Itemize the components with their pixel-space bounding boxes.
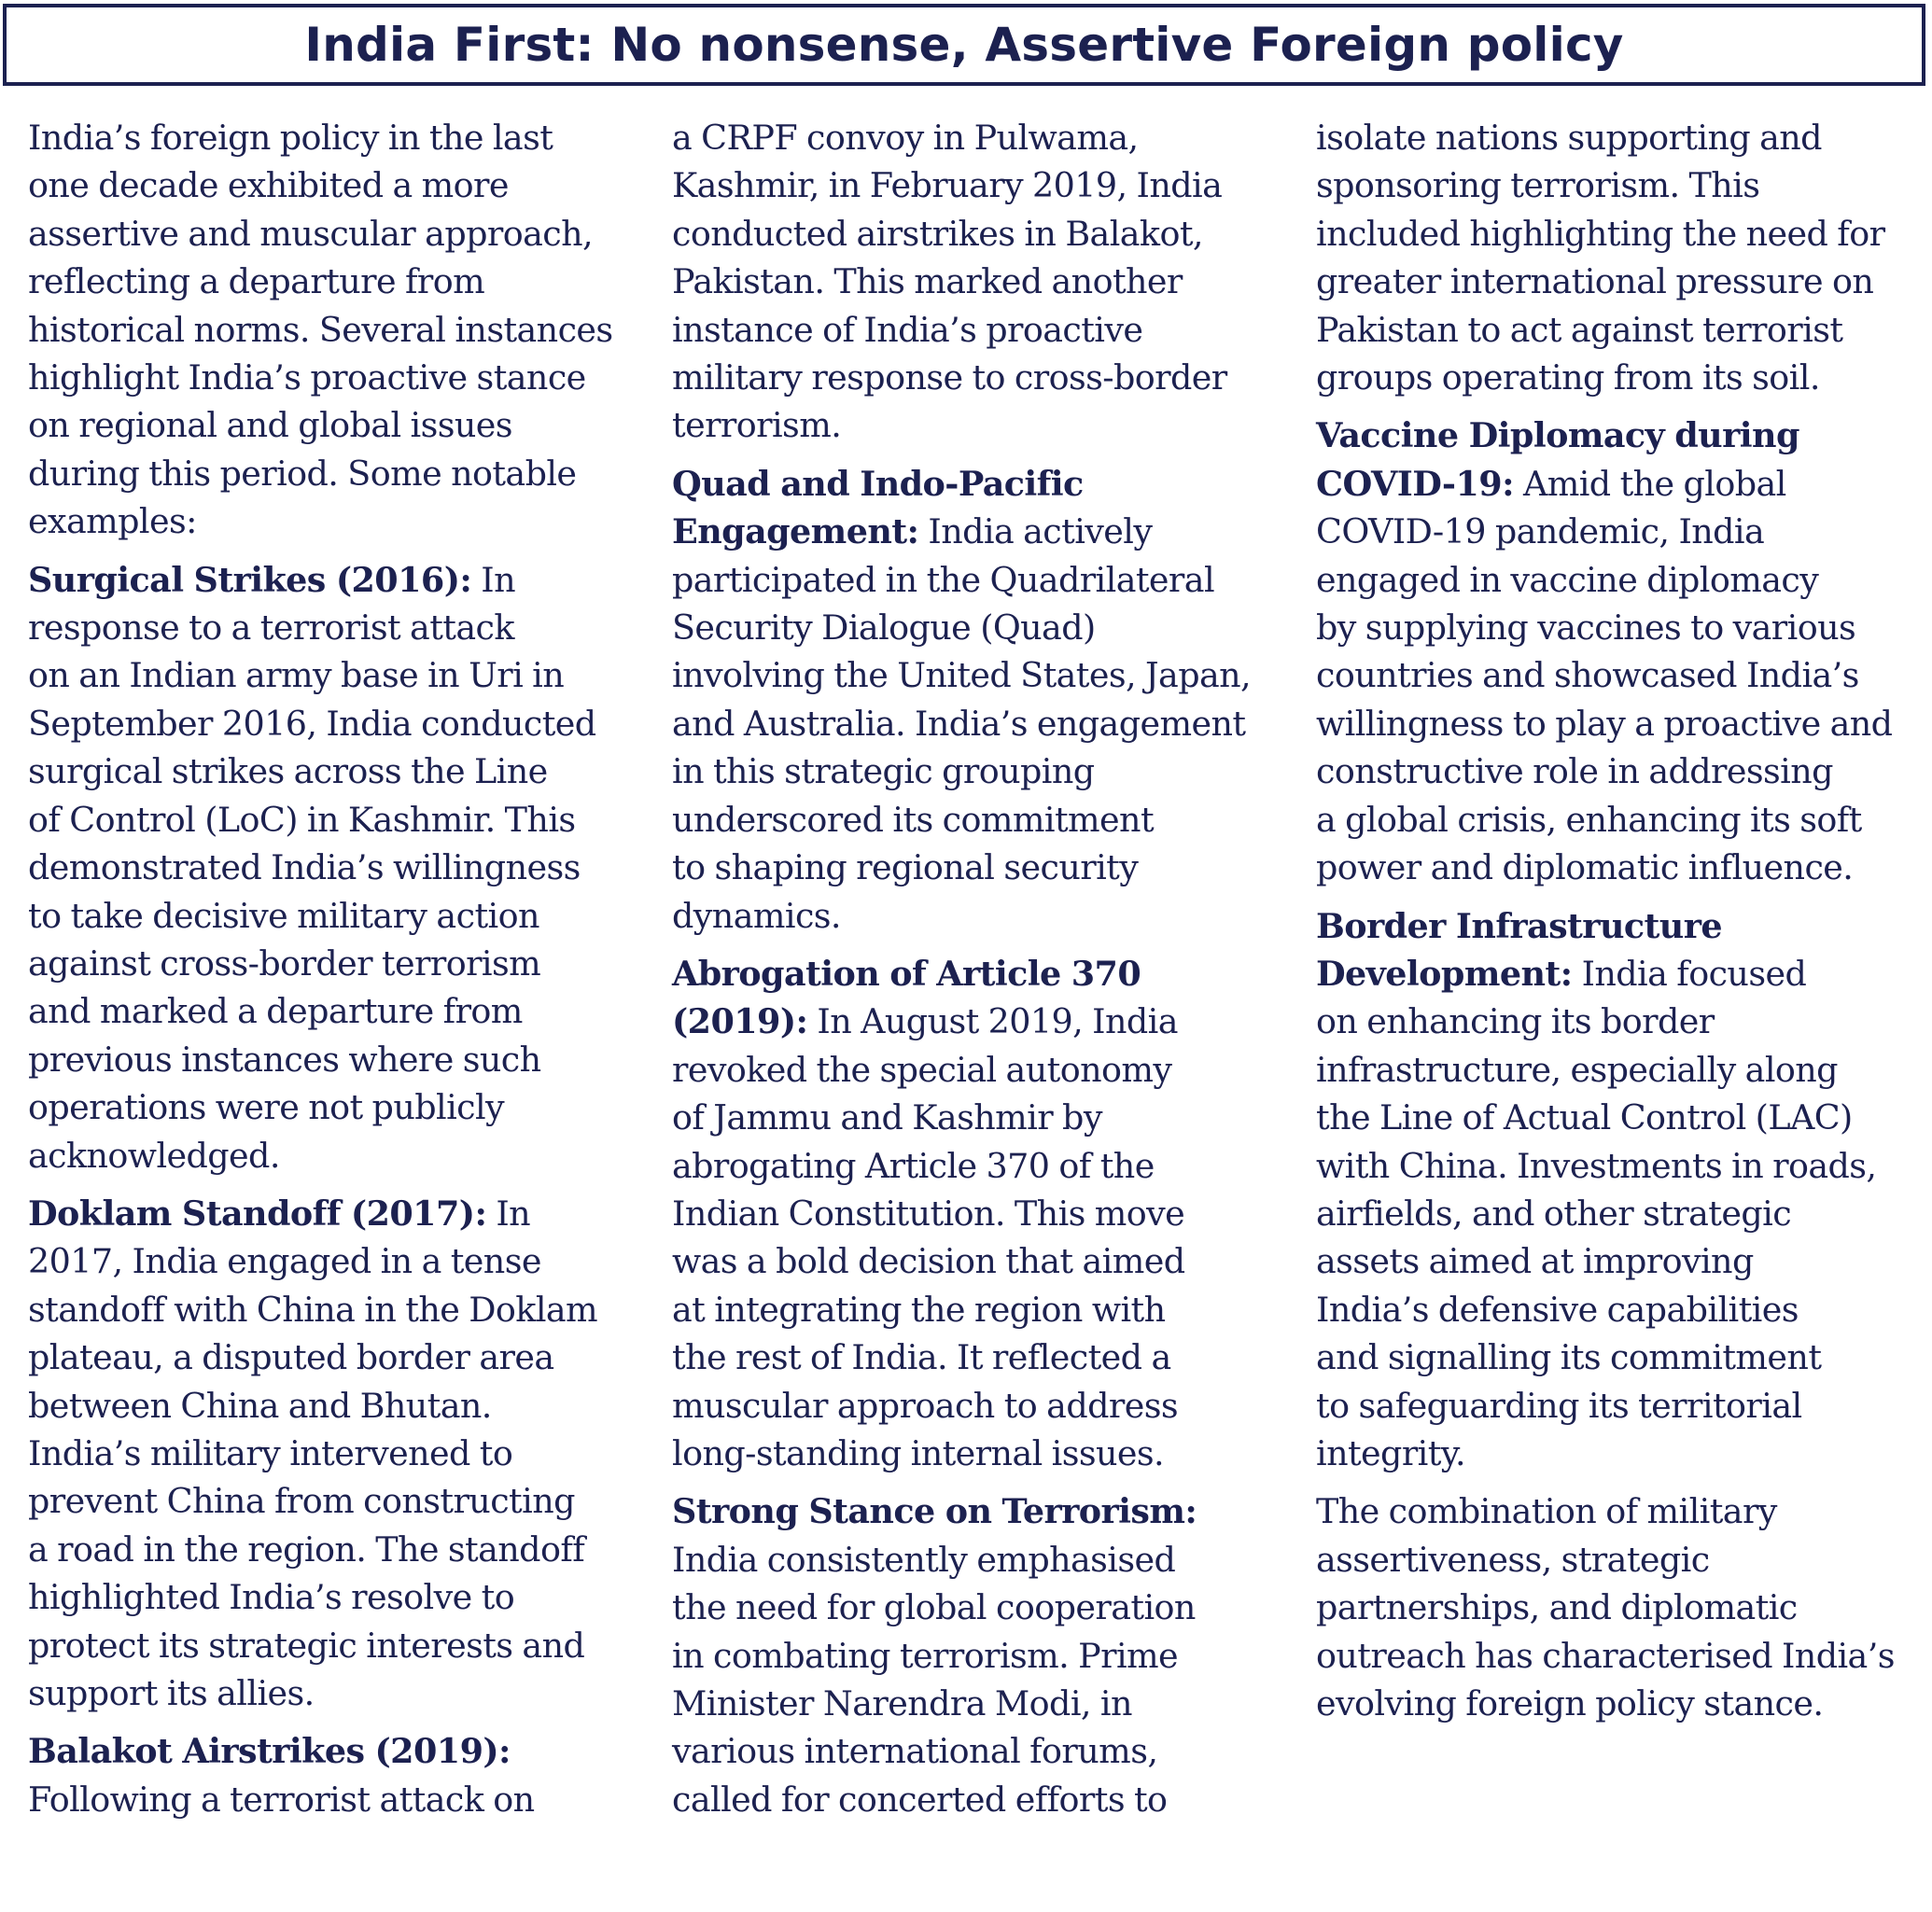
- text-line: power and diplomatic influence.: [1316, 847, 1854, 888]
- text-line: on an Indian army base in Uri in: [28, 655, 565, 696]
- text-line: COVID-19 pandemic, India: [1316, 511, 1765, 552]
- column-2: [672, 114, 1279, 1834]
- section-heading: Strong Stance on Terrorism:: [672, 1491, 1197, 1532]
- text-line: greater international pressure on: [1316, 261, 1874, 302]
- text-line: constructive role in addressing: [1316, 751, 1833, 792]
- text-line: [672, 950, 1279, 998]
- text-line: and signalling its commitment: [1316, 1337, 1822, 1378]
- text-line: on enhancing its border: [1316, 1001, 1715, 1042]
- text-line: evolving foreign policy stance.: [1316, 1683, 1824, 1724]
- text-line: reflecting a departure from: [28, 261, 485, 302]
- text-line: airfields, and other strategic: [1316, 1193, 1792, 1234]
- paragraph: [1316, 902, 1923, 1478]
- paragraph: [672, 1487, 1279, 1823]
- text-line: muscular approach to address: [672, 1385, 1178, 1426]
- section-heading: Doklam Standoff (2017):: [28, 1193, 487, 1234]
- section-heading: Surgical Strikes (2016):: [28, 559, 472, 600]
- text-line: one decade exhibited a more: [28, 165, 509, 206]
- text-line: [28, 1727, 635, 1775]
- body-text: India focused: [1572, 953, 1807, 994]
- body-text: In August 2019, India: [807, 1001, 1178, 1042]
- text-line: India’s foreign policy in the last: [28, 118, 553, 158]
- text-line: in combating terrorism. Prime: [672, 1635, 1179, 1676]
- text-line: included highlighting the need for: [1316, 213, 1885, 254]
- section-heading: Vaccine Diplomacy during: [1316, 415, 1799, 456]
- text-line: [28, 1190, 635, 1237]
- text-line: countries and showcased India’s: [1316, 655, 1859, 696]
- section-heading: Development:: [1316, 953, 1573, 994]
- text-line: [1316, 902, 1923, 950]
- text-line: a global crisis, enhancing its soft: [1316, 799, 1862, 840]
- body-text: In: [486, 1193, 531, 1234]
- column-1: [28, 114, 635, 1834]
- text-line: against cross-border terrorism: [28, 942, 541, 984]
- text-line: Indian Constitution. This move: [672, 1193, 1185, 1234]
- text-line: assertive and muscular approach,: [28, 213, 593, 254]
- text-line: the Line of Actual Control (LAC): [1316, 1097, 1853, 1138]
- text-line: The combination of military: [1316, 1491, 1777, 1532]
- text-line: infrastructure, especially along: [1316, 1049, 1838, 1090]
- text-line: and marked a departure from: [28, 991, 523, 1032]
- text-line: a road in the region. The standoff: [28, 1528, 585, 1570]
- text-line: the rest of India. It reflected a: [672, 1337, 1171, 1378]
- text-line: highlight India’s proactive stance: [28, 357, 586, 398]
- section-heading: Balakot Airstrikes (2019):: [28, 1731, 511, 1772]
- paragraph: [672, 950, 1279, 1477]
- body-text: Amid the global: [1513, 463, 1786, 504]
- text-line: assets aimed at improving: [1316, 1241, 1754, 1282]
- text-line: participated in the Quadrilateral: [672, 559, 1215, 600]
- text-line: instance of India’s proactive: [672, 309, 1143, 350]
- text-line: to shaping regional security: [672, 847, 1139, 888]
- text-line: was a bold decision that aimed: [672, 1241, 1185, 1282]
- text-line: [1316, 460, 1923, 508]
- text-line: [28, 556, 635, 604]
- text-line: highlighted India’s resolve to: [28, 1577, 515, 1618]
- text-line: terrorism.: [672, 405, 842, 446]
- text-line: by supplying vaccines to various: [1316, 607, 1856, 649]
- section-heading: COVID-19:: [1316, 463, 1514, 504]
- paragraph: [672, 460, 1279, 940]
- text-line: to safeguarding its territorial: [1316, 1385, 1802, 1426]
- text-line: integrity.: [1316, 1432, 1465, 1473]
- text-line: of Jammu and Kashmir by: [672, 1097, 1102, 1138]
- paragraph: [1316, 412, 1923, 891]
- text-line: revoked the special autonomy: [672, 1049, 1172, 1090]
- text-line: [672, 998, 1279, 1045]
- paragraph: [28, 1190, 635, 1717]
- paragraph: [1316, 114, 1923, 401]
- text-line: assertiveness, strategic: [1316, 1539, 1710, 1580]
- text-line: prevent China from constructing: [28, 1481, 575, 1522]
- title-box: [3, 4, 1925, 86]
- text-line: in this strategic grouping: [672, 751, 1095, 792]
- text-line: [672, 460, 1279, 508]
- text-line: 2017, India engaged in a tense: [28, 1241, 541, 1282]
- article-body: [28, 114, 1913, 1887]
- text-line: September 2016, India conducted: [28, 703, 596, 744]
- section-heading: (2019):: [672, 1001, 808, 1042]
- body-text: India actively: [918, 511, 1153, 552]
- paragraph: [1316, 1487, 1923, 1727]
- text-line: standoff with China in the Doklam: [28, 1289, 598, 1330]
- text-line: surgical strikes across the Line: [28, 751, 548, 792]
- text-line: acknowledged.: [28, 1135, 280, 1176]
- text-line: willingness to play a proactive and: [1316, 703, 1893, 744]
- text-line: Minister Narendra Modi, in: [672, 1683, 1132, 1724]
- text-line: Security Dialogue (Quad): [672, 607, 1096, 649]
- text-line: historical norms. Several instances: [28, 309, 613, 350]
- text-line: to take decisive military action: [28, 895, 539, 936]
- text-line: isolate nations supporting and: [1316, 118, 1822, 158]
- column-3: [1316, 114, 1923, 1738]
- text-line: [1316, 950, 1923, 998]
- text-line: various international forums,: [672, 1731, 1158, 1772]
- paragraph: [28, 556, 635, 1179]
- text-line: long-standing internal issues.: [672, 1432, 1165, 1473]
- text-line: previous instances where such: [28, 1039, 541, 1080]
- text-line: Pakistan. This marked another: [672, 261, 1183, 302]
- text-line: support its allies.: [28, 1673, 315, 1713]
- section-heading: Engagement:: [672, 511, 919, 552]
- text-line: abrogating Article 370 of the: [672, 1145, 1155, 1186]
- text-line: partnerships, and diplomatic: [1316, 1587, 1798, 1628]
- text-line: dynamics.: [672, 895, 841, 936]
- text-line: India’s military intervened to: [28, 1432, 513, 1473]
- text-line: response to a terrorist attack: [28, 607, 514, 649]
- body-text: In: [471, 559, 515, 600]
- section-heading: Abrogation of Article 370: [672, 953, 1141, 994]
- text-line: on regional and global issues: [28, 405, 512, 446]
- text-line: examples:: [28, 501, 197, 542]
- text-line: and Australia. India’s engagement: [672, 703, 1246, 744]
- text-line: outreach has characterised India’s: [1316, 1635, 1895, 1676]
- text-line: between China and Bhutan.: [28, 1385, 492, 1426]
- section-heading: Quad and Indo-Pacific: [672, 463, 1084, 504]
- text-line: called for concerted efforts to: [672, 1779, 1168, 1820]
- text-line: groups operating from its soil.: [1316, 357, 1820, 398]
- text-line: involving the United States, Japan,: [672, 655, 1252, 696]
- text-line: Pakistan to act against terrorist: [1316, 309, 1843, 350]
- text-line: conducted airstrikes in Balakot,: [672, 213, 1203, 254]
- text-line: India consistently emphasised: [672, 1539, 1176, 1580]
- text-line: sponsoring terrorism. This: [1316, 165, 1760, 206]
- text-line: at integrating the region with: [672, 1289, 1166, 1330]
- text-line: a CRPF convoy in Pulwama,: [672, 118, 1139, 158]
- text-line: India’s defensive capabilities: [1316, 1289, 1799, 1330]
- text-line: the need for global cooperation: [672, 1587, 1196, 1628]
- text-line: during this period. Some notable: [28, 453, 577, 494]
- text-line: Following a terrorist attack on: [28, 1779, 535, 1820]
- text-line: Kashmir, in February 2019, India: [672, 165, 1223, 206]
- text-line: [672, 508, 1279, 555]
- text-line: operations were not publicly: [28, 1087, 505, 1128]
- text-line: [672, 1487, 1279, 1535]
- text-line: [1316, 412, 1923, 459]
- text-line: protect its strategic interests and: [28, 1625, 585, 1666]
- section-heading: Border Infrastructure: [1316, 905, 1722, 946]
- text-line: of Control (LoC) in Kashmir. This: [28, 799, 576, 840]
- text-line: with China. Investments in roads,: [1316, 1145, 1877, 1186]
- page-title: India First: No nonsense, Assertive Foreign policy: [304, 18, 1624, 72]
- text-line: underscored its commitment: [672, 799, 1155, 840]
- paragraph: [672, 114, 1279, 450]
- paragraph: [28, 1727, 635, 1823]
- text-line: engaged in vaccine diplomacy: [1316, 559, 1819, 600]
- paragraph: [28, 114, 635, 546]
- text-line: military response to cross-border: [672, 357, 1227, 398]
- text-line: demonstrated India’s willingness: [28, 847, 581, 888]
- text-line: plateau, a disputed border area: [28, 1337, 554, 1378]
